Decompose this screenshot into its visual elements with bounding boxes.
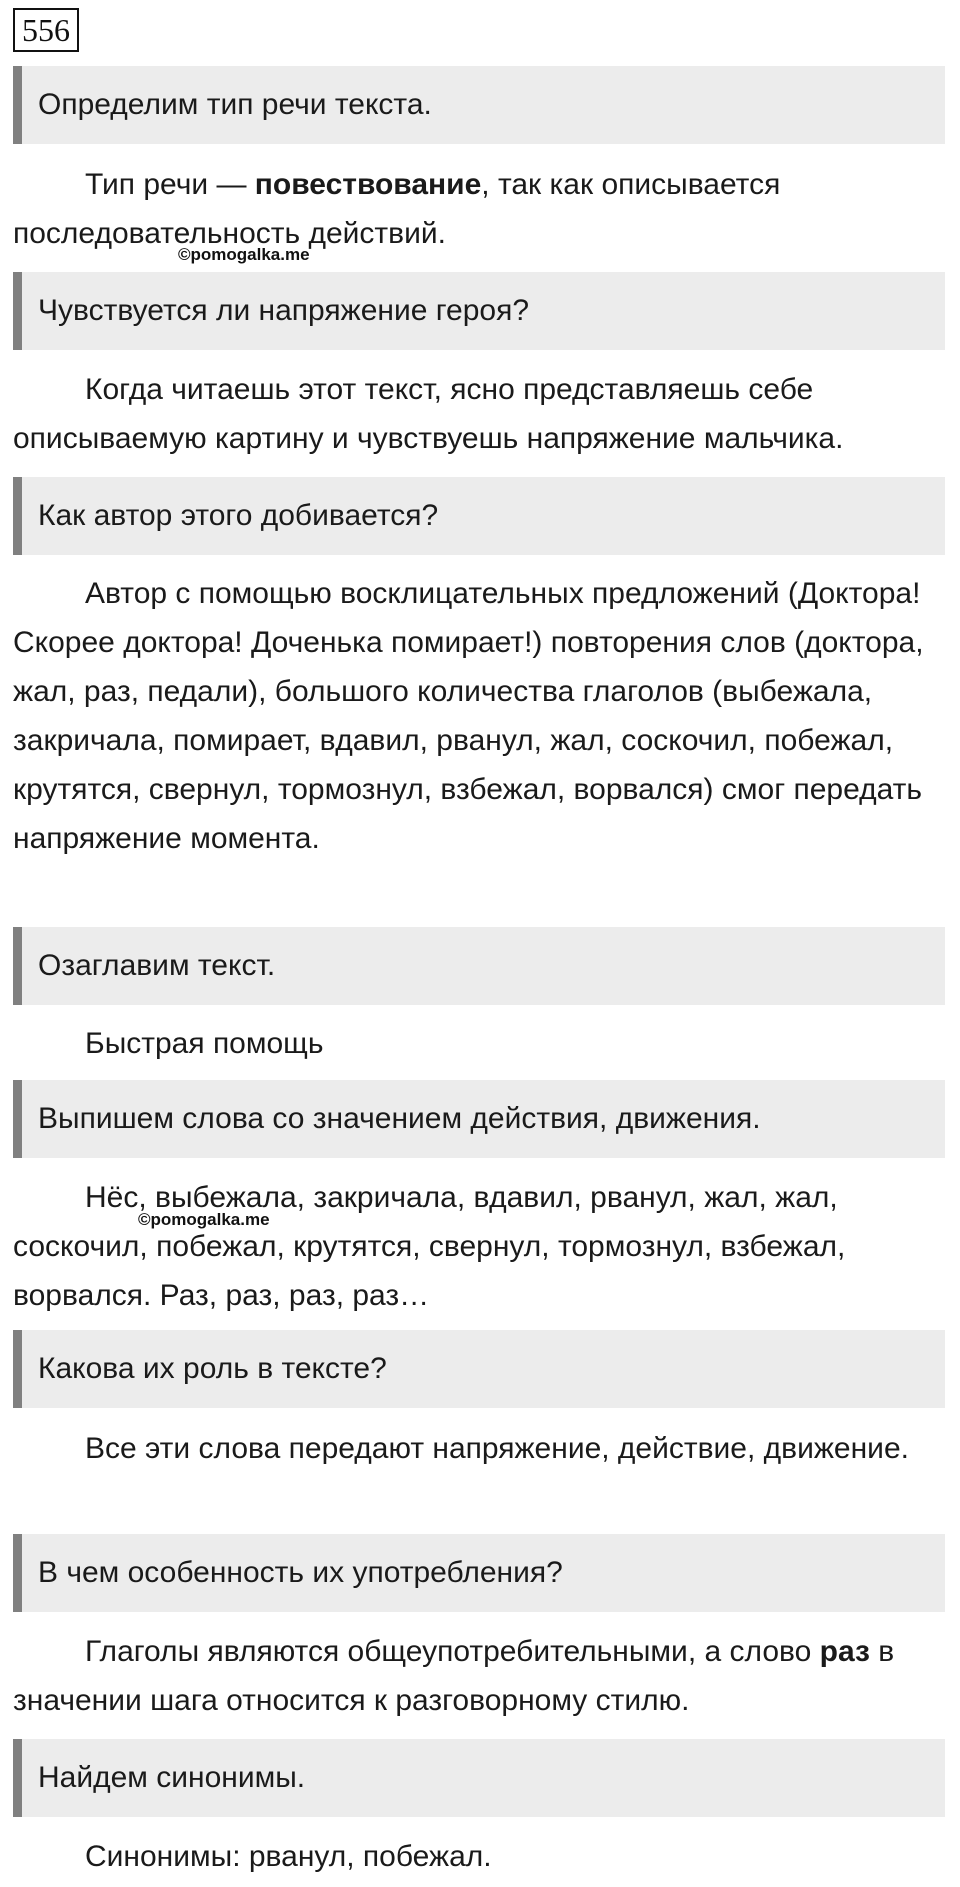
question-hero-tension: Чувствуется ли напряжение героя? (13, 272, 945, 350)
task-number: 556 (13, 8, 79, 52)
answer-usage-feature (13, 1627, 948, 1725)
watermark: ©pomogalka.me (178, 245, 310, 264)
question-title-text: Озаглавим текст. (13, 927, 945, 1005)
answer-text: Тип речи — (85, 168, 255, 201)
answer-text: , так как описывается последовательность действий. (13, 168, 781, 250)
question-usage-feature: В чем особенность их употребления? (13, 1534, 945, 1612)
question-words-role: Какова их роль в тексте? (13, 1330, 945, 1408)
answer-author-method: Автор с помощью восклицательных предложений (Доктора! Скорее доктора! Доченька помирает!) повторения слов (доктора, жал, раз, педали), большого количества глаголов (выбежала, закричала, помирает, вдавил, рванул, жал, соскочил, побежал, крутятся, свернул, тормознул, взбежал, ворвался) смог передать напряжение момента. (13, 577, 924, 855)
answer-words-role: Все эти слова передают напряжение, действие, движение. (85, 1432, 909, 1465)
answer-speech-type (13, 160, 948, 258)
answer-bold-term: повествование (254, 168, 482, 201)
answer-synonyms: Синонимы: рванул, побежал. (85, 1840, 492, 1873)
question-author-method: Как автор этого добивается? (13, 477, 945, 555)
answer-hero-tension: Когда читаешь этот текст, ясно представляешь себе описываемую картину и чувствуешь напряжение мальчика. (13, 373, 844, 455)
answer-text: в значении шага относится к разговорному стилю. (13, 1635, 895, 1717)
answer-title-text: Быстрая помощь (85, 1027, 324, 1060)
question-speech-type: Определим тип речи текста. (13, 66, 945, 144)
answer-text: Глаголы являются общеупотребительными, а слово (85, 1635, 820, 1668)
watermark: ©pomogalka.me (138, 1210, 270, 1229)
question-action-words: Выпишем слова со значением действия, движения. (13, 1080, 945, 1158)
question-synonyms: Найдем синонимы. (13, 1739, 945, 1817)
answer-action-words: Нёс, выбежала, закричала, вдавил, рванул, жал, жал, соскочил, побежал, крутятся, свернул, тормознул, взбежал, ворвался. Раз, раз, раз, раз… (13, 1181, 846, 1312)
answer-bold-term: раз (819, 1635, 870, 1668)
